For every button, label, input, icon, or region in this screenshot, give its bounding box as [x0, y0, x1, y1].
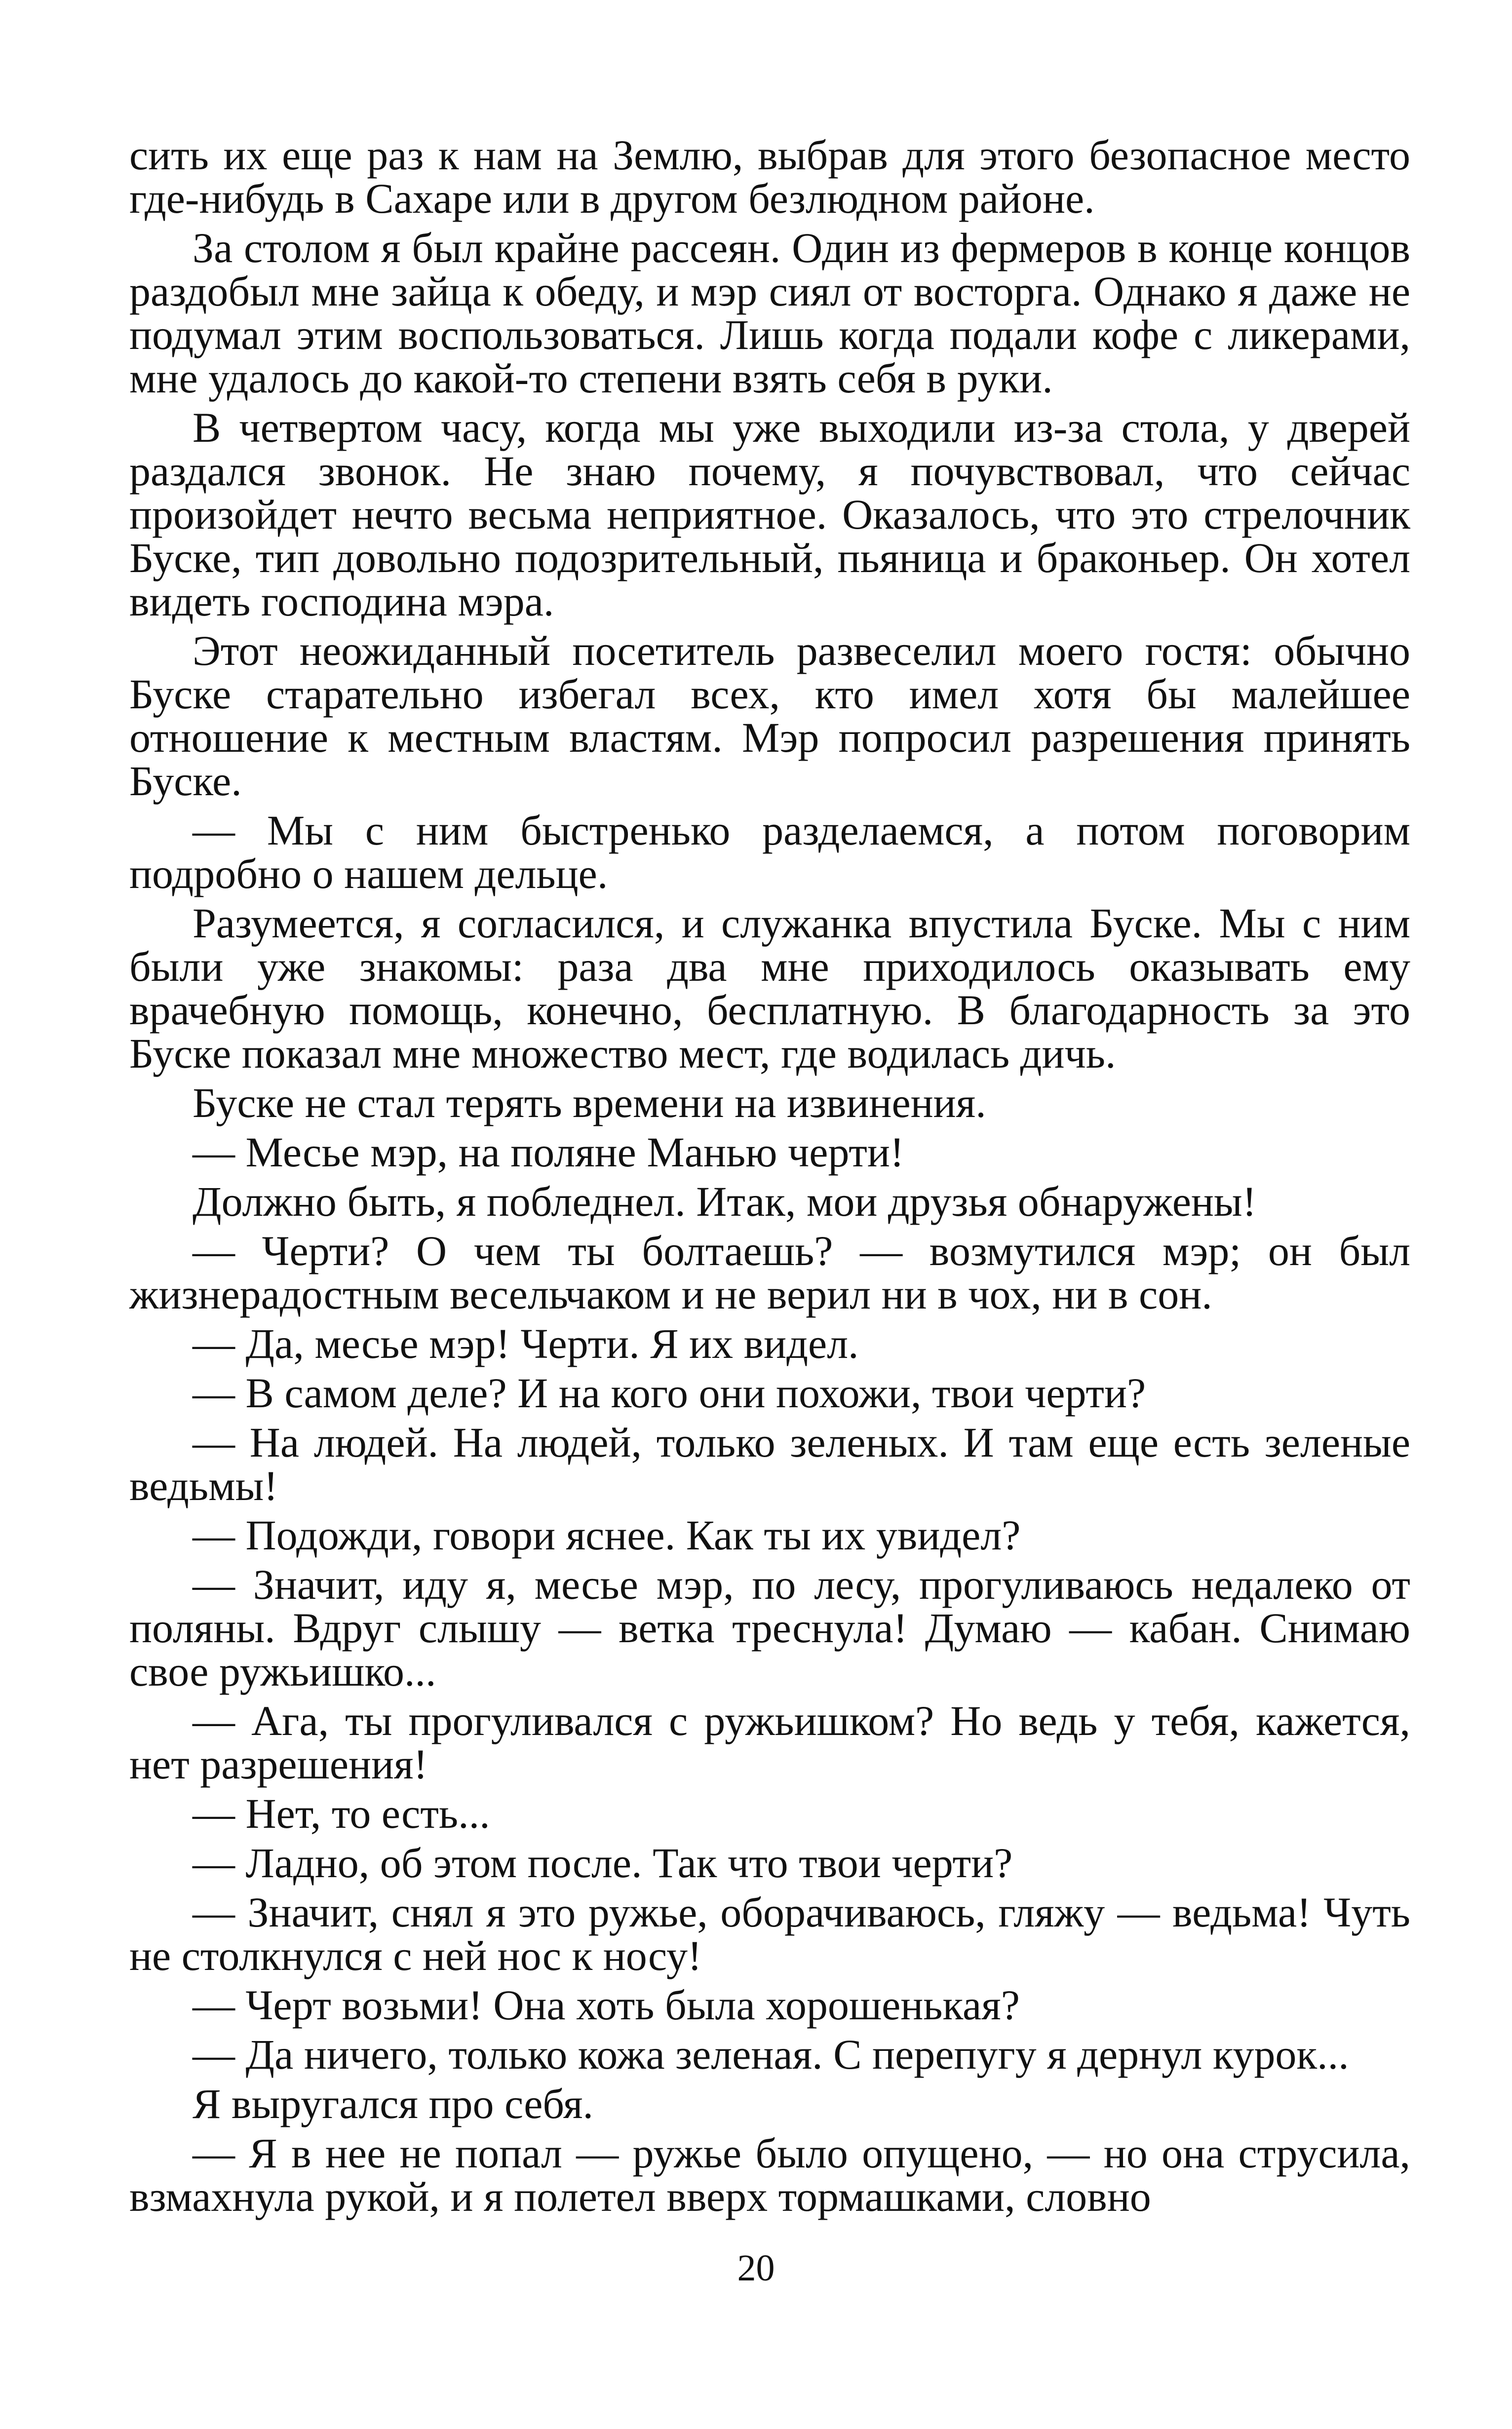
- dialogue-line: — Да, месье мэр! Черти. Я их видел.: [193, 1320, 859, 1367]
- dialogue-line: — Ага, ты прогуливался с ружьишком? Но ведь у тебя, кажется, нет разрешения!: [129, 1697, 1410, 1788]
- dialogue-line: — Да ничего, только кожа зеленая. С перепугу я дернул курок...: [193, 2031, 1349, 2078]
- dialogue-line: — Значит, снял я это ружье, оборачиваюсь, гляжу — ведьма! Чуть не столкнулся с ней нос к носу!: [129, 1889, 1410, 1979]
- dialogue-line: — Черт возьми! Она хоть была хорошенькая?: [193, 1981, 1020, 2029]
- paragraph: Этот неожиданный посетитель развеселил моего гостя: обычно Буске старательно избегал всех, кто имел хотя бы малейшее отношение к местным властям. Мэр попросил разрешения принять Буске.: [129, 627, 1410, 805]
- dialogue-line: — Значит, иду я, месье мэр, по лесу, прогуливаюсь недалеко от поляны. Вдруг слышу — ветка треснула! Думаю — кабан. Снимаю свое ружьишко...: [129, 1561, 1410, 1695]
- book-page: [129, 133, 1410, 2231]
- dialogue-line: — На людей. На людей, только зеленых. И там еще есть зеленые ведьмы!: [129, 1419, 1410, 1509]
- paragraph: Я выругался про себя.: [193, 2080, 594, 2127]
- paragraph: Должно быть, я побледнел. Итак, мои друзья обнаружены!: [193, 1178, 1257, 1225]
- dialogue-line: — Месье мэр, на поляне Манью черти!: [193, 1128, 904, 1176]
- dialogue-line: — Ладно, об этом после. Так что твои черти?: [193, 1839, 1013, 1887]
- paragraph: Разумеется, я согласился, и служанка впустила Буске. Мы с ним были уже знакомы: раза два мне приходилось оказывать ему врачебную помощь, конечно, бесплатную. В благодарность за это Буске показал мне множество мест, где водилась дичь.: [129, 899, 1410, 1077]
- paragraph: Буске не стал терять времени на извинения.: [193, 1079, 986, 1126]
- dialogue-line: — Мы с ним быстренько разделаемся, а потом поговорим подробно о нашем дельце.: [129, 807, 1410, 897]
- dialogue-line: — Черти? О чем ты болтаешь? — возмутился мэр; он был жизнерадостным весельчаком и не верил ни в чох, ни в сон.: [129, 1227, 1410, 1318]
- dialogue-line: — Подожди, говори яснее. Как ты их увидел?: [193, 1511, 1021, 1559]
- dialogue-line: — В самом деле? И на кого они похожи, твои черти?: [193, 1369, 1146, 1417]
- dialogue-line: — Я в нее не попал — ружье было опущено, — но она струсила, взмахнула рукой, и я полетел вверх тормашками, словно: [129, 2129, 1410, 2220]
- paragraph: В четвертом часу, когда мы уже выходили из-за стола, у дверей раздался звонок. Не знаю почему, я почувствовал, что сейчас произойдет нечто весьма неприятное. Оказалось, что это стрелочник Буске, тип довольно подозрительный, пьяница и браконьер. Он хотел видеть господина мэра.: [129, 404, 1410, 625]
- page-number: 20: [737, 2247, 775, 2289]
- paragraph: За столом я был крайне рассеян. Один из фермеров в конце концов раздобыл мне зайца к обеду, и мэр сиял от восторга. Однако я даже не подумал этим воспользоваться. Лишь когда подали кофе с ликерами, мне удалось до какой-то степени взять себя в руки.: [129, 224, 1410, 402]
- paragraph-continuation: сить их еще раз к нам на Землю, выбрав для этого безопасное место где-нибудь в Сахаре или в другом безлюдном районе.: [129, 131, 1410, 222]
- dialogue-line: — Нет, то есть...: [193, 1790, 490, 1837]
